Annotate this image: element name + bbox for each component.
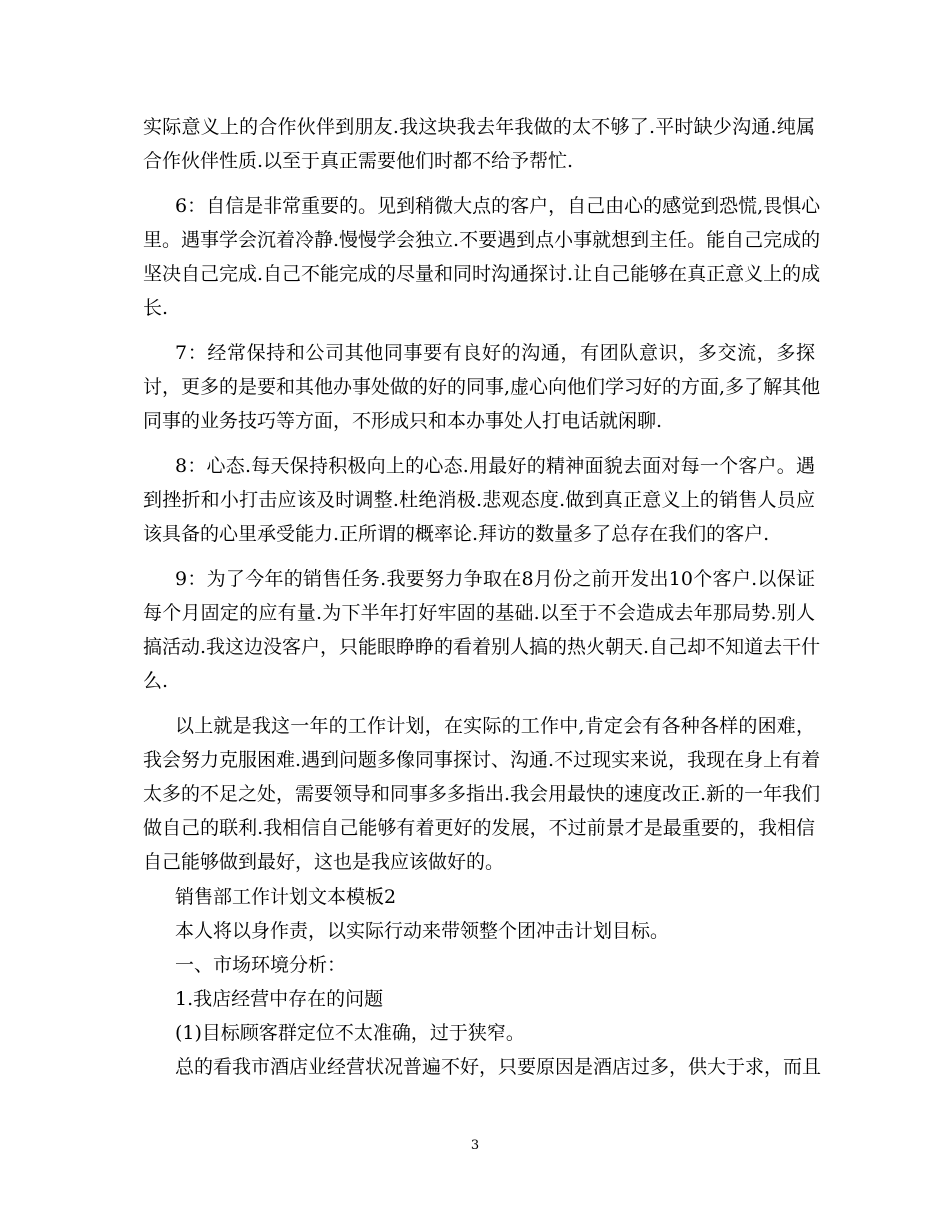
paragraph-9-line: 9：为了今年的销售任务.我要努力争取在8月份之前开发出10个客户.以保证 — [175, 568, 815, 590]
text-line: 该具备的心里承受能力.正所谓的概率论.拜访的数量多了总存在我们的客户. — [143, 523, 770, 545]
text-line: 长. — [143, 297, 169, 319]
text-line: 讨，更多的是要和其他办事处做的好的同事,虚心向他们学习好的方面,多了解其他 — [143, 376, 821, 398]
text-line: 太多的不足之处，需要领导和同事多多指出.我会用最快的速度改正.新的一年我们 — [143, 783, 821, 805]
text-line: 搞活动.我这边没客户，只能眼睁睁的看着别人搞的热火朝天.自己却不知道去干什 — [143, 636, 821, 658]
text-line: 合作伙伴性质.以至于真正需要他们时都不给予帮忙. — [143, 150, 574, 172]
text-line: 么. — [143, 670, 169, 692]
paragraph-6-line: 6：自信是非常重要的。见到稍微大点的客户，自己由心的感觉到恐慌,畏惧心 — [175, 195, 821, 217]
text-line: 自己能够做到最好，这也是我应该做好的。 — [143, 851, 505, 873]
text-line: 实际意义上的合作伙伴到朋友.我这块我去年我做的太不够了.平时缺少沟通.纯属 — [143, 116, 815, 138]
text-line: 到挫折和小打击应该及时调整.杜绝消极.悲观态度.做到真正意义上的销售人员应 — [143, 489, 815, 511]
text-line: 同事的业务技巧等方面，不形成只和本办事处人打电话就闲聊. — [143, 410, 663, 432]
text-line: 里。遇事学会沉着冷静.慢慢学会独立.不要遇到点小事就想到主任。能自己完成的 — [143, 229, 821, 251]
subheading: 一、市场环境分析： — [175, 954, 347, 976]
section-heading: 销售部工作计划文本模板2 — [175, 886, 397, 908]
summary-paragraph-line: 以上就是我这一年的工作计划，在实际的工作中,肯定会有各种各样的困难， — [175, 715, 815, 737]
text-line: 坚决自己完成.自己不能完成的尽量和同时沟通探讨.让自己能够在真正意义上的成 — [143, 263, 821, 285]
page-number: 3 — [470, 1138, 480, 1153]
text-line: 做自己的联利.我相信自己能够有着更好的发展，不过前景才是最重要的，我相信 — [143, 817, 815, 839]
paragraph-8-line: 8：心态.每天保持积极向上的心态.用最好的精神面貌去面对每一个客户。遇 — [175, 455, 815, 477]
paragraph-7-line: 7：经常保持和公司其他同事要有良好的沟通，有团队意识，多交流，多探 — [175, 342, 815, 364]
text-line: 总的看我市酒店业经营状况普遍不好，只要原因是酒店过多，供大于求，而且 — [175, 1056, 822, 1078]
list-item: (1)目标顾客群定位不太准确，过于狭窄。 — [175, 1022, 525, 1044]
text-line: 本人将以身作责，以实际行动来带领整个团冲击计划目标。 — [175, 920, 670, 942]
text-line: 我会努力克服困难.遇到问题多像同事探讨、沟通.不过现实来说，我现在身上有着 — [143, 749, 821, 771]
text-line: 每个月固定的应有量.为下半年打好牢固的基础.以至于不会造成去年那局势.别人 — [143, 602, 815, 624]
subheading: 1.我店经营中存在的问题 — [175, 988, 384, 1010]
